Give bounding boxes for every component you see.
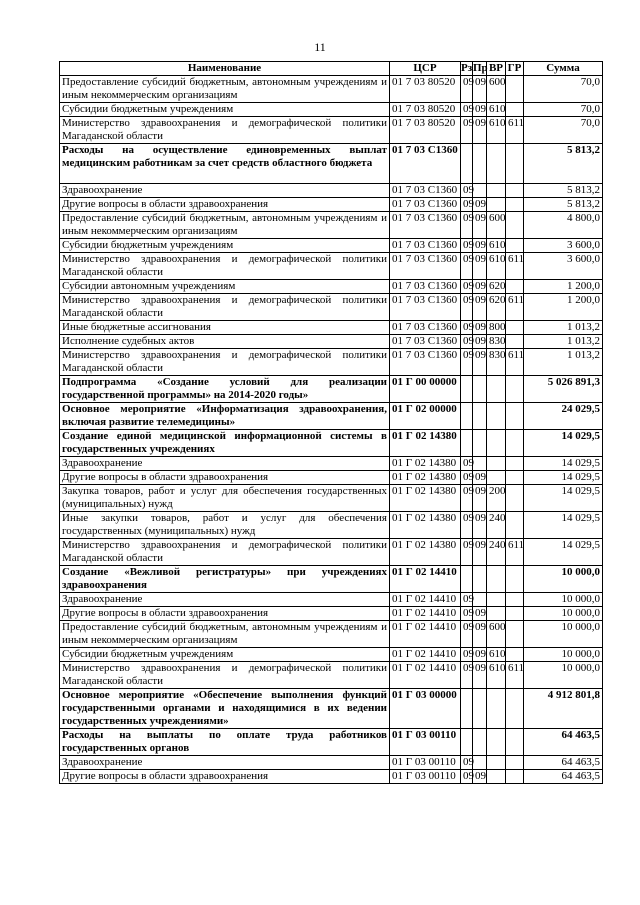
cell-rz: 09 <box>461 335 473 349</box>
cell-csr: 01 Г 02 14380 <box>390 430 461 457</box>
cell-rz: 09 <box>461 756 473 770</box>
cell-csr: 01 Г 02 14380 <box>390 471 461 485</box>
cell-rz: 09 <box>461 184 473 198</box>
cell-name: Основное мероприятие «Информатизация здравоохранения, включая развитие телемедицины» <box>60 403 390 430</box>
table-row <box>60 198 603 212</box>
cell-vr: 620 <box>487 280 506 294</box>
cell-csr: 01 7 03 80520 <box>390 117 461 144</box>
table-row <box>60 335 603 349</box>
cell-name: Исполнение судебных актов <box>60 335 390 349</box>
cell-name: Здравоохранение <box>60 184 390 198</box>
cell-rz: 09 <box>461 76 473 103</box>
cell-pr <box>473 184 487 198</box>
cell-pr <box>473 144 487 184</box>
cell-pr <box>473 430 487 457</box>
cell-gr <box>506 512 524 539</box>
table-row <box>60 770 603 784</box>
cell-pr <box>473 593 487 607</box>
cell-gr <box>506 239 524 253</box>
cell-name: Субсидии бюджетным учреждениям <box>60 103 390 117</box>
cell-sum: 64 463,5 <box>524 770 603 784</box>
cell-csr: 01 Г 02 14380 <box>390 485 461 512</box>
table-row <box>60 471 603 485</box>
cell-name: Предоставление субсидий бюджетным, автономным учреждениям и иным некоммерческим организациям <box>60 76 390 103</box>
cell-gr <box>506 485 524 512</box>
cell-name: Подпрограмма «Создание условий для реализации государственной программы» на 2014-2020 годы» <box>60 376 390 403</box>
cell-rz: 09 <box>461 770 473 784</box>
cell-pr: 09 <box>473 239 487 253</box>
header-sum: Сумма <box>524 62 603 76</box>
cell-csr: 01 Г 02 14380 <box>390 457 461 471</box>
table-row <box>60 144 603 184</box>
cell-gr <box>506 335 524 349</box>
cell-name: Министерство здравоохранения и демографической политики Магаданской области <box>60 662 390 689</box>
cell-name: Здравоохранение <box>60 593 390 607</box>
cell-gr <box>506 184 524 198</box>
cell-pr: 09 <box>473 335 487 349</box>
cell-sum: 10 000,0 <box>524 621 603 648</box>
page-number: 11 <box>314 40 326 54</box>
cell-vr: 610 <box>487 239 506 253</box>
cell-vr: 600 <box>487 212 506 239</box>
cell-gr <box>506 457 524 471</box>
cell-vr: 200 <box>487 485 506 512</box>
cell-name: Министерство здравоохранения и демографической политики Магаданской области <box>60 294 390 321</box>
table-row <box>60 607 603 621</box>
cell-name: Другие вопросы в области здравоохранения <box>60 607 390 621</box>
cell-pr <box>473 756 487 770</box>
cell-pr <box>473 457 487 471</box>
cell-vr <box>487 144 506 184</box>
cell-pr: 09 <box>473 349 487 376</box>
cell-gr <box>506 689 524 729</box>
cell-sum: 1 200,0 <box>524 280 603 294</box>
cell-name: Предоставление субсидий бюджетным, автономным учреждениям и иным некоммерческим организациям <box>60 621 390 648</box>
header-vr: ВР <box>487 62 506 76</box>
cell-name: Иные закупки товаров, работ и услуг для обеспечения государственных (муниципальных) нужд <box>60 512 390 539</box>
cell-gr: 611 <box>506 117 524 144</box>
cell-csr: 01 7 03 С1360 <box>390 212 461 239</box>
table-row <box>60 689 603 729</box>
cell-sum: 10 000,0 <box>524 566 603 593</box>
cell-gr <box>506 770 524 784</box>
table-row <box>60 593 603 607</box>
cell-vr: 240 <box>487 512 506 539</box>
cell-pr: 09 <box>473 662 487 689</box>
cell-csr: 01 Г 00 00000 <box>390 376 461 403</box>
cell-gr <box>506 76 524 103</box>
cell-vr <box>487 430 506 457</box>
cell-pr: 09 <box>473 280 487 294</box>
cell-gr <box>506 198 524 212</box>
cell-csr: 01 7 03 С1360 <box>390 294 461 321</box>
table-row <box>60 756 603 770</box>
cell-gr <box>506 280 524 294</box>
cell-rz <box>461 729 473 756</box>
cell-name: Расходы на осуществление единовременных выплат медицинским работникам за счет средств областного бюджета <box>60 144 390 184</box>
cell-rz: 09 <box>461 457 473 471</box>
cell-vr: 610 <box>487 253 506 280</box>
cell-rz: 09 <box>461 471 473 485</box>
table-row <box>60 566 603 593</box>
header-csr: ЦСР <box>390 62 461 76</box>
cell-sum: 14 029,5 <box>524 539 603 566</box>
table-row <box>60 376 603 403</box>
cell-rz: 09 <box>461 117 473 144</box>
cell-gr <box>506 593 524 607</box>
cell-gr: 611 <box>506 349 524 376</box>
cell-vr <box>487 689 506 729</box>
table-header-row <box>60 62 603 76</box>
cell-pr: 09 <box>473 648 487 662</box>
cell-sum: 14 029,5 <box>524 512 603 539</box>
cell-rz <box>461 403 473 430</box>
cell-pr: 09 <box>473 103 487 117</box>
table-row <box>60 117 603 144</box>
header-name: Наименование <box>60 62 390 76</box>
cell-name: Другие вопросы в области здравоохранения <box>60 770 390 784</box>
cell-sum: 1 013,2 <box>524 335 603 349</box>
cell-pr <box>473 689 487 729</box>
cell-gr: 611 <box>506 662 524 689</box>
cell-vr <box>487 471 506 485</box>
cell-gr <box>506 566 524 593</box>
cell-sum: 14 029,5 <box>524 485 603 512</box>
cell-csr: 01 7 03 80520 <box>390 76 461 103</box>
cell-vr <box>487 756 506 770</box>
cell-sum: 5 813,2 <box>524 144 603 184</box>
cell-csr: 01 7 03 С1360 <box>390 253 461 280</box>
cell-gr: 611 <box>506 253 524 280</box>
cell-sum: 14 029,5 <box>524 457 603 471</box>
cell-sum: 70,0 <box>524 103 603 117</box>
cell-gr <box>506 756 524 770</box>
table-row <box>60 430 603 457</box>
cell-name: Создание «Вежливой регистратуры» при учреждениях здравоохранения <box>60 566 390 593</box>
table-row <box>60 403 603 430</box>
cell-csr: 01 7 03 С1360 <box>390 144 461 184</box>
table-row <box>60 321 603 335</box>
cell-name: Субсидии автономным учреждениям <box>60 280 390 294</box>
cell-rz <box>461 144 473 184</box>
cell-sum: 3 600,0 <box>524 239 603 253</box>
table-row <box>60 729 603 756</box>
cell-name: Субсидии бюджетным учреждениям <box>60 239 390 253</box>
cell-vr: 620 <box>487 294 506 321</box>
cell-csr: 01 Г 02 14380 <box>390 512 461 539</box>
cell-csr: 01 7 03 С1360 <box>390 335 461 349</box>
cell-csr: 01 Г 02 14410 <box>390 621 461 648</box>
cell-rz: 09 <box>461 662 473 689</box>
cell-name: Основное мероприятие «Обеспечение выполнения функций государственными органами и находящимися в их ведении государственных учреждениями» <box>60 689 390 729</box>
cell-csr: 01 7 03 С1360 <box>390 349 461 376</box>
cell-name: Министерство здравоохранения и демографической политики Магаданской области <box>60 117 390 144</box>
cell-sum: 1 013,2 <box>524 349 603 376</box>
cell-sum: 5 813,2 <box>524 198 603 212</box>
cell-gr <box>506 648 524 662</box>
cell-rz: 09 <box>461 321 473 335</box>
cell-csr: 01 Г 02 14410 <box>390 662 461 689</box>
cell-rz <box>461 430 473 457</box>
cell-sum: 10 000,0 <box>524 607 603 621</box>
table-row <box>60 239 603 253</box>
cell-sum: 5 026 891,3 <box>524 376 603 403</box>
cell-csr: 01 7 03 С1360 <box>390 184 461 198</box>
cell-sum: 70,0 <box>524 117 603 144</box>
cell-vr: 610 <box>487 662 506 689</box>
table-row <box>60 212 603 239</box>
cell-csr: 01 7 03 С1360 <box>390 198 461 212</box>
cell-name: Субсидии бюджетным учреждениям <box>60 648 390 662</box>
table-row <box>60 280 603 294</box>
cell-vr: 830 <box>487 349 506 376</box>
cell-vr: 240 <box>487 539 506 566</box>
cell-vr <box>487 729 506 756</box>
cell-gr <box>506 144 524 184</box>
cell-rz <box>461 566 473 593</box>
cell-name: Закупка товаров, работ и услуг для обеспечения государственных (муниципальных) нужд <box>60 485 390 512</box>
cell-gr <box>506 103 524 117</box>
cell-vr: 610 <box>487 103 506 117</box>
cell-pr: 09 <box>473 621 487 648</box>
budget-table <box>59 61 603 784</box>
header-gr: ГР <box>506 62 524 76</box>
cell-vr: 610 <box>487 117 506 144</box>
cell-csr: 01 7 03 С1360 <box>390 239 461 253</box>
cell-sum: 5 813,2 <box>524 184 603 198</box>
cell-csr: 01 Г 03 00110 <box>390 770 461 784</box>
cell-vr <box>487 566 506 593</box>
cell-rz: 09 <box>461 103 473 117</box>
cell-sum: 14 029,5 <box>524 471 603 485</box>
cell-vr <box>487 607 506 621</box>
table-row <box>60 103 603 117</box>
cell-pr: 09 <box>473 117 487 144</box>
table-row <box>60 76 603 103</box>
cell-sum: 24 029,5 <box>524 403 603 430</box>
cell-sum: 4 800,0 <box>524 212 603 239</box>
cell-sum: 64 463,5 <box>524 729 603 756</box>
cell-name: Расходы на выплаты по оплате труда работников государственных органов <box>60 729 390 756</box>
cell-csr: 01 Г 02 14380 <box>390 539 461 566</box>
cell-name: Министерство здравоохранения и демографической политики Магаданской области <box>60 253 390 280</box>
cell-gr <box>506 471 524 485</box>
cell-name: Другие вопросы в области здравоохранения <box>60 198 390 212</box>
cell-vr <box>487 376 506 403</box>
table-row <box>60 648 603 662</box>
cell-vr <box>487 593 506 607</box>
cell-name: Иные бюджетные ассигнования <box>60 321 390 335</box>
cell-rz: 09 <box>461 621 473 648</box>
cell-rz: 09 <box>461 607 473 621</box>
cell-gr <box>506 403 524 430</box>
cell-csr: 01 7 03 80520 <box>390 103 461 117</box>
cell-name: Здравоохранение <box>60 457 390 471</box>
cell-rz: 09 <box>461 593 473 607</box>
cell-vr <box>487 770 506 784</box>
cell-pr: 09 <box>473 294 487 321</box>
cell-csr: 01 Г 03 00110 <box>390 756 461 770</box>
cell-vr <box>487 198 506 212</box>
cell-name: Предоставление субсидий бюджетным, автономным учреждениям и иным некоммерческим организациям <box>60 212 390 239</box>
cell-gr <box>506 321 524 335</box>
cell-rz: 09 <box>461 539 473 566</box>
header-pr: Пр <box>473 62 488 74</box>
cell-gr <box>506 607 524 621</box>
cell-sum: 1 013,2 <box>524 321 603 335</box>
cell-sum: 4 912 801,8 <box>524 689 603 729</box>
cell-rz <box>461 376 473 403</box>
table-row <box>60 621 603 648</box>
cell-vr: 600 <box>487 76 506 103</box>
cell-rz <box>461 689 473 729</box>
cell-csr: 01 Г 02 14410 <box>390 566 461 593</box>
cell-sum: 10 000,0 <box>524 662 603 689</box>
cell-name: Министерство здравоохранения и демографической политики Магаданской области <box>60 349 390 376</box>
cell-gr: 611 <box>506 294 524 321</box>
cell-csr: 01 Г 02 00000 <box>390 403 461 430</box>
cell-pr: 09 <box>473 512 487 539</box>
cell-pr <box>473 376 487 403</box>
cell-pr: 09 <box>473 76 487 103</box>
cell-vr <box>487 403 506 430</box>
table-row <box>60 253 603 280</box>
cell-sum: 64 463,5 <box>524 756 603 770</box>
cell-name: Создание единой медицинской информационной системы в государственных учреждениях <box>60 430 390 457</box>
cell-sum: 70,0 <box>524 76 603 103</box>
cell-gr: 611 <box>506 539 524 566</box>
cell-gr <box>506 729 524 756</box>
cell-pr: 09 <box>473 471 487 485</box>
cell-sum: 10 000,0 <box>524 648 603 662</box>
cell-csr: 01 Г 02 14410 <box>390 648 461 662</box>
cell-pr: 09 <box>473 539 487 566</box>
header-rz: Рз <box>461 62 473 74</box>
cell-sum: 14 029,5 <box>524 430 603 457</box>
cell-csr: 01 7 03 С1360 <box>390 321 461 335</box>
cell-rz: 09 <box>461 280 473 294</box>
cell-rz: 09 <box>461 512 473 539</box>
table-row <box>60 539 603 566</box>
table-row <box>60 485 603 512</box>
table-row <box>60 662 603 689</box>
cell-rz: 09 <box>461 253 473 280</box>
cell-gr <box>506 376 524 403</box>
cell-vr: 830 <box>487 335 506 349</box>
cell-sum: 3 600,0 <box>524 253 603 280</box>
cell-pr <box>473 729 487 756</box>
table-row <box>60 184 603 198</box>
cell-pr: 09 <box>473 198 487 212</box>
cell-rz: 09 <box>461 648 473 662</box>
cell-pr: 09 <box>473 253 487 280</box>
cell-csr: 01 Г 03 00000 <box>390 689 461 729</box>
cell-rz: 09 <box>461 239 473 253</box>
cell-vr: 610 <box>487 648 506 662</box>
cell-name: Министерство здравоохранения и демографической политики Магаданской области <box>60 539 390 566</box>
cell-sum: 10 000,0 <box>524 593 603 607</box>
cell-pr: 09 <box>473 770 487 784</box>
table-row <box>60 294 603 321</box>
cell-csr: 01 Г 02 14410 <box>390 607 461 621</box>
cell-vr <box>487 457 506 471</box>
cell-rz: 09 <box>461 198 473 212</box>
cell-pr: 09 <box>473 321 487 335</box>
table-row <box>60 349 603 376</box>
cell-gr <box>506 212 524 239</box>
cell-csr: 01 7 03 С1360 <box>390 280 461 294</box>
cell-vr <box>487 184 506 198</box>
cell-rz: 09 <box>461 294 473 321</box>
cell-csr: 01 Г 02 14410 <box>390 593 461 607</box>
table-row <box>60 457 603 471</box>
cell-rz: 09 <box>461 212 473 239</box>
cell-gr <box>506 621 524 648</box>
cell-sum: 1 200,0 <box>524 294 603 321</box>
cell-name: Здравоохранение <box>60 756 390 770</box>
cell-pr: 09 <box>473 485 487 512</box>
cell-vr: 800 <box>487 321 506 335</box>
cell-name: Другие вопросы в области здравоохранения <box>60 471 390 485</box>
cell-rz: 09 <box>461 349 473 376</box>
cell-pr <box>473 403 487 430</box>
cell-pr: 09 <box>473 607 487 621</box>
cell-rz: 09 <box>461 485 473 512</box>
table-row <box>60 512 603 539</box>
cell-vr: 600 <box>487 621 506 648</box>
cell-csr: 01 Г 03 00110 <box>390 729 461 756</box>
cell-pr <box>473 566 487 593</box>
cell-pr: 09 <box>473 212 487 239</box>
cell-gr <box>506 430 524 457</box>
